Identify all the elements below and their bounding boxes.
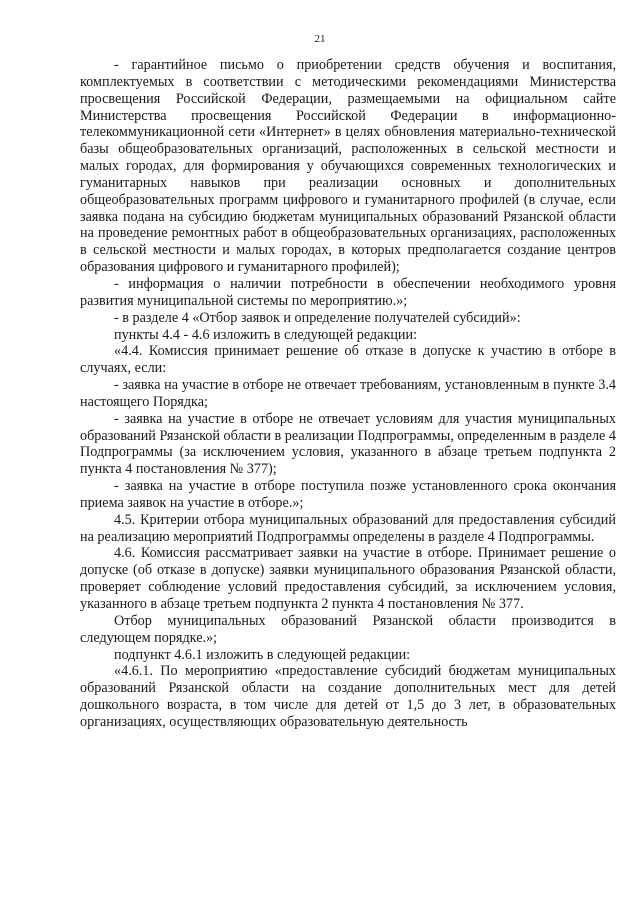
paragraph-point-4-5: 4.5. Критерии отбора муниципальных образований для предоставления субсидий на реализацию мероприятий Подпрограммы определены в разделе 4 Подпрограммы. xyxy=(80,511,616,545)
paragraph-refusal-reason-1: - заявка на участие в отборе не отвечает требованиям, установленным в пункте 3.4 настоящего Порядка; xyxy=(80,377,616,410)
paragraph-point-4-4: «4.4. Комиссия принимает решение об отказе в допуске к участию в отборе в случаях, если: xyxy=(80,343,616,377)
paragraph-point-4-6: 4.6. Комиссия рассматривает заявки на участие в отборе. Принимает решение о допуске (об отказе в допуске) заявки муниципального образования Рязанской области, проверяет соблюдение условий предоставления субсидий, за исключением условия, указанного в абзаце третьем подпункта 2 пункта 4 постановления № 377. xyxy=(80,545,616,612)
paragraph-guarantee-letter: - гарантийное письмо о приобретении средств обучения и воспитания, комплектуемых в соответствии с методическими рекомендациями Министерства просвещения Российской Федерации, размещаемыми на официальном сайте Министерства просвещения Российской Федерации в информационно-телекоммуникационной сети «Интернет» в целях обновления материально-технической базы общеобразовательных организаций, расположенных в сельской местности и малых городах, для формирования у обучающихся современных технологических и гуманитарных навыков при реализации основных и дополнительных общеобразовательных программ цифрового и гуманитарного профилей (в случае, если заявка подана на субсидию бюджетам муниципальных образований Рязанской области на проведение ремонтных работ в общеобразовательных организациях, расположенных в сельской местности и малых городах, в которых предполагается создание центров образования цифрового и гуманитарного профилей); xyxy=(80,57,616,276)
paragraph-selection-order: Отбор муниципальных образований Рязанской области производится в следующем порядке.»; xyxy=(80,612,616,646)
paragraph-refusal-reason-2: - заявка на участие в отборе не отвечает условиям для участия муниципальных образований Рязанской области в реализации Подпрограммы, определенным в разделе 4 Подпрограммы (за исключением условия, указанного в абзаце третьем подпункта 2 пункта 4 постановления № 377); xyxy=(80,410,616,478)
document-body xyxy=(80,57,616,731)
paragraph-subpoint-intro: подпункт 4.6.1 изложить в следующей редакции: xyxy=(114,646,411,663)
paragraph-refusal-reason-3: - заявка на участие в отборе поступила позже установленного срока окончания приема заявок на участие в отборе.»; xyxy=(80,478,616,511)
paragraph-subpoint-4-6-1: «4.6.1. По мероприятию «предоставление субсидий бюджетам муниципальных образований Рязанской области на создание дополнительных мест для детей дошкольного возраста, в том числе для детей от 1,5 до 3 лет, в образовательных организациях, осуществляющих образовательную деятельность xyxy=(80,663,616,730)
page-number: 21 xyxy=(314,33,326,45)
paragraph-need-information: - информация о наличии потребности в обеспечении необходимого уровня развития муниципальной системы по мероприятию.»; xyxy=(80,275,616,309)
paragraph-points-intro: пункты 4.4 - 4.6 изложить в следующей редакции: xyxy=(114,326,418,343)
paragraph-section-4: - в разделе 4 «Отбор заявок и определение получателей субсидий»: xyxy=(114,309,521,326)
